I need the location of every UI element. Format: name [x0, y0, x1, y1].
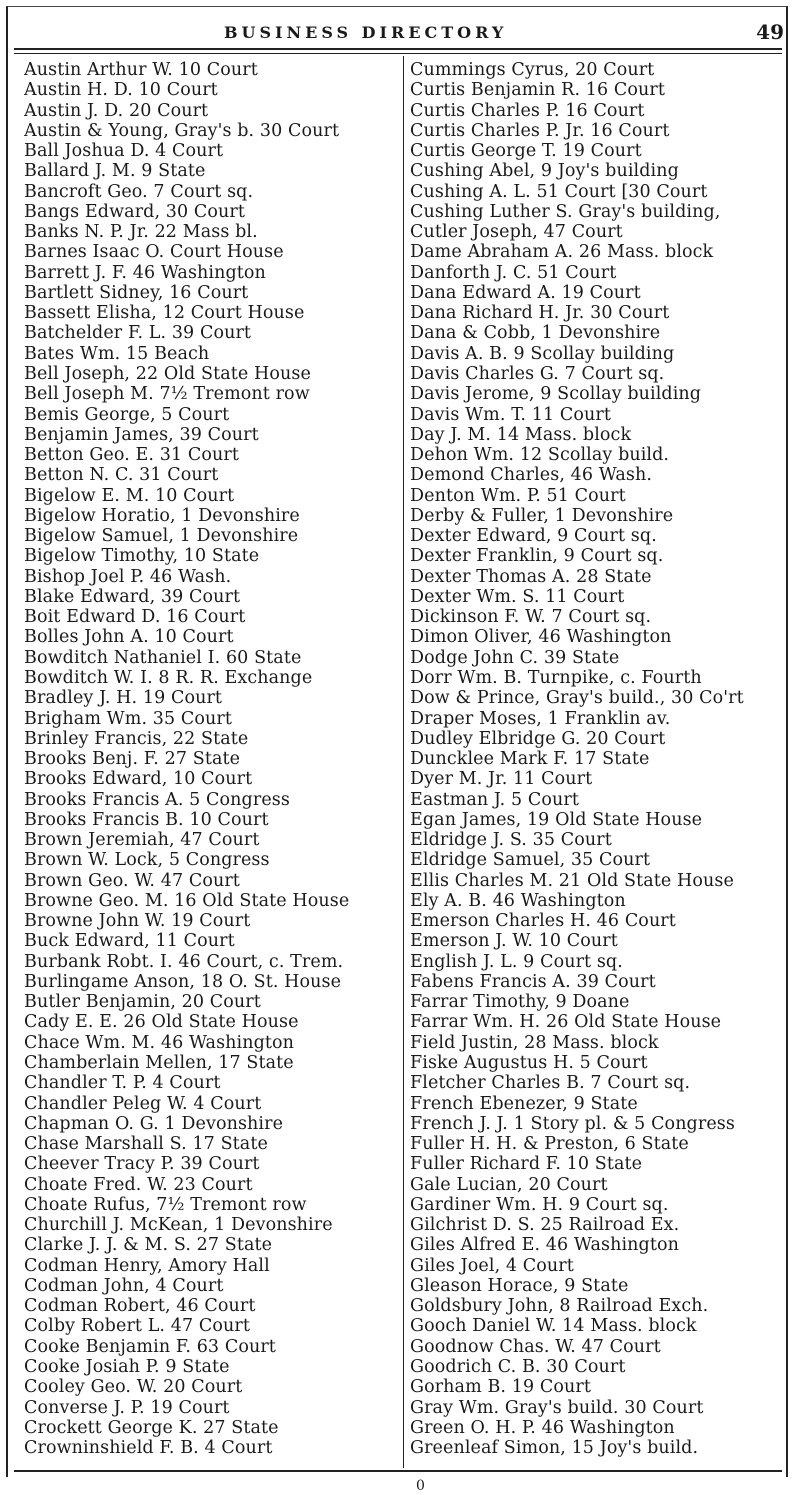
directory-entry: Codman Robert, 46 Court [24, 1296, 256, 1317]
directory-entry: Farrar Timothy, 9 Doane [410, 992, 630, 1013]
signature-mark: 0 [416, 1478, 425, 1494]
directory-entry: English J. L. 9 Court sq. [410, 951, 623, 972]
directory-entry: Bigelow E. M. 10 Court [24, 485, 235, 506]
directory-entry: Burbank Robt. I. 46 Court, c. Trem. [24, 951, 344, 972]
directory-entry: Gilchrist D. S. 25 Railroad Ex. [410, 1215, 680, 1236]
directory-entry: Greenleaf Simon, 15 Joy's build. [410, 1438, 699, 1459]
directory-entry: Dyer M. Jr. 11 Court [410, 769, 593, 790]
directory-entry: Cooke Josiah P. 9 State [24, 1357, 230, 1377]
directory-entry: Chandler Peleg W. 4 Court [24, 1093, 262, 1114]
directory-entry: Goldsbury John, 8 Railroad Exch. [410, 1296, 709, 1317]
directory-entry: Brown Jeremiah, 47 Court [24, 830, 260, 851]
directory-entry: Dow & Prince, Gray's build., 30 Co'rt [410, 688, 744, 709]
directory-entry: Day J. M. 14 Mass. block [410, 424, 632, 445]
directory-entry: Curtis Charles P. Jr. 16 Court [410, 120, 670, 141]
page-title: BUSINESS DIRECTORY [224, 23, 508, 42]
footer-rule [14, 1470, 782, 1472]
header-rule [14, 48, 782, 50]
directory-entry: Cutler Joseph, 47 Court [410, 222, 623, 243]
directory-entry: Brooks Francis A. 5 Congress [24, 789, 290, 810]
directory-entry: Eldridge Samuel, 35 Court [410, 850, 651, 871]
directory-entry: Brooks Francis B. 10 Court [24, 809, 269, 830]
directory-entry: Converse J. P. 19 Court [24, 1397, 230, 1418]
directory-entry: Fletcher Charles B. 7 Court sq. [410, 1073, 691, 1094]
directory-entry: Bolles John A. 10 Court [24, 627, 234, 648]
column-divider [403, 56, 404, 1468]
directory-entry: Codman Henry, Amory Hall [24, 1255, 270, 1276]
directory-entry: Chapman O. G. 1 Devonshire [24, 1113, 284, 1134]
directory-entry: Bigelow Samuel, 1 Devonshire [24, 526, 299, 547]
directory-entry: Colby Robert L. 47 Court [24, 1316, 250, 1337]
directory-entry: Butler Benjamin, 20 Court [24, 992, 261, 1013]
directory-entry: Browne John W. 19 Court [24, 911, 251, 932]
directory-entry: Giles Joel, 4 Court [410, 1255, 574, 1276]
directory-entry: Gray Wm. Gray's build. 30 Court [410, 1397, 704, 1418]
directory-entry: Emerson J. W. 10 Court [410, 931, 618, 952]
directory-entry: Bell Joseph, 22 Old State House [24, 363, 311, 384]
directory-entry: Dexter Franklin, 9 Court sq. [410, 546, 664, 567]
directory-entry: Bassett Elisha, 12 Court House [24, 303, 305, 324]
directory-entry: Curtis Charles P. 16 Court [410, 100, 645, 121]
directory-entry: Danforth J. C. 51 Court [410, 262, 617, 283]
directory-entry: Dana Edward A. 19 Court [410, 282, 641, 303]
directory-entry: Cooke Benjamin F. 63 Court [24, 1336, 276, 1357]
directory-entry: Bradley J. H. 19 Court [24, 688, 223, 709]
page-header [14, 14, 784, 50]
directory-entry: Denton Wm. P. 51 Court [410, 485, 626, 506]
directory-entry: Dexter Edward, 9 Court sq. [410, 526, 657, 547]
directory-entry: Austin J. D. 20 Court [24, 100, 209, 121]
directory-entry: Fuller Richard F. 10 State [410, 1154, 643, 1175]
directory-entry: Eldridge J. S. 35 Court [410, 830, 612, 851]
directory-entry: French Ebenezer, 9 State [410, 1093, 638, 1114]
directory-entry: Gardiner Wm. H. 9 Court sq. [410, 1194, 669, 1215]
directory-entry: Gorham B. 19 Court [410, 1377, 591, 1398]
right-column [410, 60, 782, 1458]
directory-entry: Bishop Joel P. 46 Wash. [24, 566, 232, 587]
directory-entry: Blake Edward, 39 Court [24, 586, 241, 607]
directory-entry: Bigelow Horatio, 1 Devonshire [24, 505, 300, 526]
header-rule-thin [14, 53, 782, 54]
directory-entry: Dorr Wm. B. Turnpike, c. Fourth [410, 667, 702, 688]
directory-entry: Dexter Wm. S. 11 Court [410, 586, 625, 607]
page-number: 49 [756, 20, 784, 44]
directory-entry: Austin & Young, Gray's b. 30 Court [24, 120, 340, 141]
directory-entry: Brooks Edward, 10 Court [24, 769, 253, 790]
directory-entry: Ely A. B. 46 Washington [410, 890, 626, 911]
directory-entry: Goodrich C. B. 30 Court [410, 1357, 626, 1377]
directory-entry: Batchelder F. L. 39 Court [24, 323, 252, 344]
directory-entry: Ball Joshua D. 4 Court [24, 141, 224, 162]
directory-entry: Barrett J. F. 46 Washington [24, 262, 266, 283]
directory-entry: Dame Abraham A. 26 Mass. block [410, 242, 714, 263]
left-column [24, 60, 399, 1458]
directory-entry: Demond Charles, 46 Wash. [410, 465, 653, 486]
directory-entry: Cushing A. L. 51 Court [30 Court [410, 181, 708, 202]
directory-entry: Davis Charles G. 7 Court sq. [410, 363, 665, 384]
directory-entry: Brown Geo. W. 47 Court [24, 870, 240, 891]
directory-entry: Green O. H. P. 46 Washington [410, 1417, 675, 1438]
directory-entry: Giles Alfred E. 46 Washington [410, 1235, 679, 1256]
directory-entry: Bigelow Timothy, 10 State [24, 546, 260, 567]
directory-entry: Clarke J. J. & M. S. 27 State [24, 1235, 273, 1256]
directory-entry: Benjamin James, 39 Court [24, 424, 259, 445]
directory-entry: Gooch Daniel W. 14 Mass. block [410, 1316, 697, 1337]
directory-entry: Bangs Edward, 30 Court [24, 201, 246, 222]
directory-entry: Derby & Fuller, 1 Devonshire [410, 505, 674, 526]
directory-entry: Dana & Cobb, 1 Devonshire [410, 323, 661, 344]
directory-entry: Brown W. Lock, 5 Congress [24, 850, 270, 871]
directory-entry: Ballard J. M. 9 State [24, 161, 206, 182]
directory-entry: Egan James, 19 Old State House [410, 809, 703, 830]
directory-entry: Cushing Luther S. Gray's building, [410, 201, 721, 222]
directory-entry: Choate Rufus, 7½ Tremont row [24, 1194, 307, 1215]
directory-entry: Crowninshield F. B. 4 Court [24, 1438, 273, 1459]
directory-entry: Brinley Francis, 22 State [24, 728, 249, 749]
directory-entry: Bancroft Geo. 7 Court sq. [24, 181, 254, 202]
directory-entry: Chamberlain Mellen, 17 State [24, 1053, 294, 1074]
directory-entry: Choate Fred. W. 23 Court [24, 1174, 253, 1195]
directory-entry: Barnes Isaac O. Court House [24, 242, 284, 263]
directory-entry: Curtis George T. 19 Court [410, 141, 642, 162]
directory-entry: Codman John, 4 Court [24, 1275, 224, 1296]
directory-entry: Bell Joseph M. 7½ Tremont row [24, 384, 310, 405]
directory-entry: Banks N. P. Jr. 22 Mass bl. [24, 222, 258, 243]
directory-entry: Ellis Charles M. 21 Old State House [410, 870, 734, 891]
directory-entry: Cooley Geo. W. 20 Court [24, 1377, 243, 1398]
directory-entry: Field Justin, 28 Mass. block [410, 1032, 659, 1053]
directory-entry: Davis A. B. 9 Scollay building [410, 343, 675, 364]
directory-entry: Cady E. E. 26 Old State House [24, 1012, 299, 1033]
directory-entry: Austin H. D. 10 Court [24, 80, 218, 101]
directory-entry: Dana Richard H. Jr. 30 Court [410, 303, 670, 324]
directory-entry: Bowditch Nathaniel I. 60 State [24, 647, 302, 668]
directory-entry: Chace Wm. M. 46 Washington [24, 1032, 295, 1053]
directory-entry: Eastman J. 5 Court [410, 789, 579, 810]
directory-entry: Buck Edward, 11 Court [24, 931, 235, 952]
directory-entry: Bowditch W. I. 8 R. R. Exchange [24, 667, 313, 688]
directory-entry: Crockett George K. 27 State [24, 1417, 279, 1438]
directory-entry: Brooks Benj. F. 27 State [24, 749, 241, 770]
directory-entry: Gale Lucian, 20 Court [410, 1174, 608, 1195]
directory-entry: Curtis Benjamin R. 16 Court [410, 80, 665, 101]
directory-entry: Betton Geo. E. 31 Court [24, 445, 239, 466]
directory-entry: Goodnow Chas. W. 47 Court [410, 1336, 661, 1357]
directory-entry: Betton N. C. 31 Court [24, 465, 219, 486]
directory-entry: Chase Marshall S. 17 State [24, 1134, 268, 1155]
directory-entry: Davis Wm. T. 11 Court [410, 404, 611, 425]
directory-entry: Cheever Tracy P. 39 Court [24, 1154, 260, 1175]
directory-entry: Cummings Cyrus, 20 Court [410, 60, 655, 80]
directory-entry: Churchill J. McKean, 1 Devonshire [24, 1215, 333, 1236]
directory-entry: French J. J. 1 Story pl. & 5 Congress [410, 1113, 735, 1134]
directory-entry: Boit Edward D. 16 Court [24, 607, 246, 628]
directory-entry: Cushing Abel, 9 Joy's building [410, 161, 679, 182]
directory-entry: Browne Geo. M. 16 Old State House [24, 890, 350, 911]
directory-entry: Duncklee Mark F. 17 State [410, 749, 650, 770]
directory-entry: Emerson Charles H. 46 Court [410, 911, 676, 932]
directory-entry: Dimon Oliver, 46 Washington [410, 627, 672, 648]
directory-entry: Fuller H. H. & Preston, 6 State [410, 1134, 689, 1155]
directory-entry: Gleason Horace, 9 State [410, 1275, 629, 1296]
directory-entry: Dickinson F. W. 7 Court sq. [410, 607, 652, 628]
directory-entry: Chandler T. P. 4 Court [24, 1073, 221, 1094]
directory-entry: Dehon Wm. 12 Scollay build. [410, 445, 670, 466]
directory-entry: Austin Arthur W. 10 Court [24, 60, 258, 80]
directory-entry: Dexter Thomas A. 28 State [410, 566, 652, 587]
directory-entry: Bates Wm. 15 Beach [24, 343, 210, 364]
directory-entry: Bemis George, 5 Court [24, 404, 230, 425]
directory-entry: Bartlett Sidney, 16 Court [24, 282, 249, 303]
directory-entry: Burlingame Anson, 18 O. St. House [24, 971, 342, 992]
directory-entry: Fabens Francis A. 39 Court [410, 971, 656, 992]
directory-entry: Draper Moses, 1 Franklin av. [410, 708, 671, 729]
directory-entry: Fiske Augustus H. 5 Court [410, 1053, 648, 1074]
directory-entry: Dodge John C. 39 State [410, 647, 620, 668]
directory-entry: Brigham Wm. 35 Court [24, 708, 233, 729]
directory-entry: Dudley Elbridge G. 20 Court [410, 728, 666, 749]
directory-entry: Farrar Wm. H. 26 Old State House [410, 1012, 722, 1033]
directory-entry: Davis Jerome, 9 Scollay building [410, 384, 702, 405]
